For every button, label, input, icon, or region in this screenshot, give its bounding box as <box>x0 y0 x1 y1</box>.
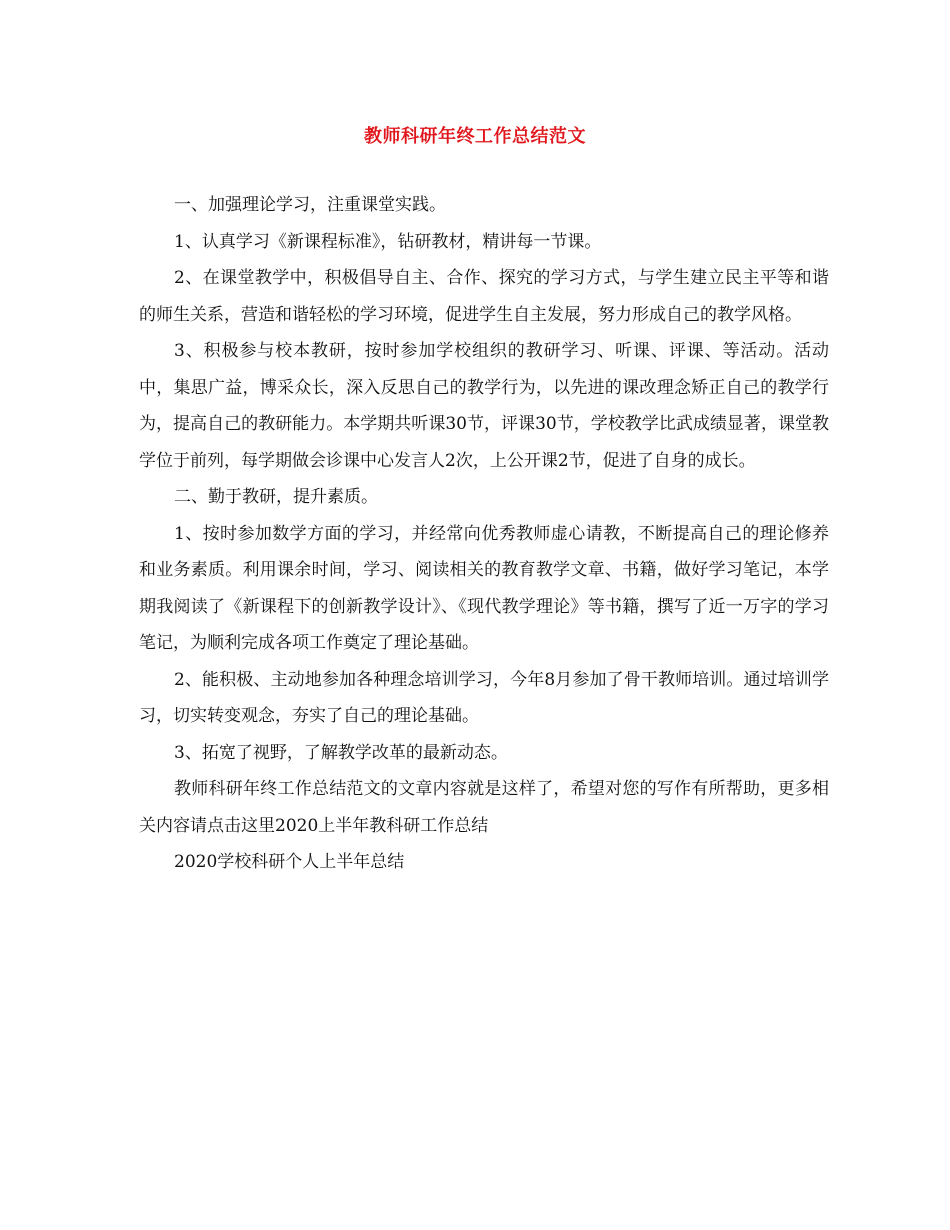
closing-paragraph-link[interactable]: 教师科研年终工作总结范文的文章内容就是这样了，希望对您的写作有所帮助，更多相关内容请点击这里2020上半年教科研工作总结 <box>139 779 829 836</box>
document-title: 教师科研年终工作总结范文 <box>364 126 586 147</box>
paragraph-2-3: 3、拓宽了视野，了解教学改革的最新动态。 <box>174 742 508 763</box>
section-heading-2: 二、勤于教研，提升素质。 <box>174 487 378 507</box>
paragraph-1-1: 1、认真学习《新课程标准》，钻研教材，精讲每一节课。 <box>174 231 602 252</box>
paragraph-1-3: 3、积极参与校本教研，按时参加学校组织的教研学习、听课、评课、等活动。活动中，集思广益，博采众长，深入反思自己的教学行为，以先进的课改理念矫正自己的教学行为，提高自己的教研能力。本学期共听课30节，评课30节，学校教学比武成绩显著，课堂教学位于前列，每学期做会诊课中心发言人2次，上公开课2节，促进了自身的成长。 <box>139 341 829 471</box>
related-article-link[interactable]: 2020学校科研个人上半年总结 <box>174 852 405 872</box>
section-heading-1: 一、加强理论学习，注重课堂实践。 <box>174 195 446 215</box>
paragraph-1-2: 2、在课堂教学中，积极倡导自主、合作、探究的学习方式，与学生建立民主平等和谐的师生关系，营造和谐轻松的学习环境，促进学生自主发展，努力形成自己的教学风格。 <box>139 268 829 325</box>
document-body <box>139 187 829 881</box>
paragraph-2-1: 1、按时参加数学方面的学习，并经常向优秀教师虚心请教，不断提高自己的理论修养和业务素质。利用课余时间，学习、阅读相关的教育教学文章、书籍，做好学习笔记，本学期我阅读了《新课程下的创新教学设计》、《现代教学理论》等书籍，撰写了近一万字的学习笔记，为顺利完成各项工作奠定了理论基础。 <box>139 523 829 653</box>
paragraph-2-2: 2、能积极、主动地参加各种理念培训学习，今年8月参加了骨干教师培训。通过培训学习，切实转变观念，夯实了自己的理论基础。 <box>139 669 829 726</box>
